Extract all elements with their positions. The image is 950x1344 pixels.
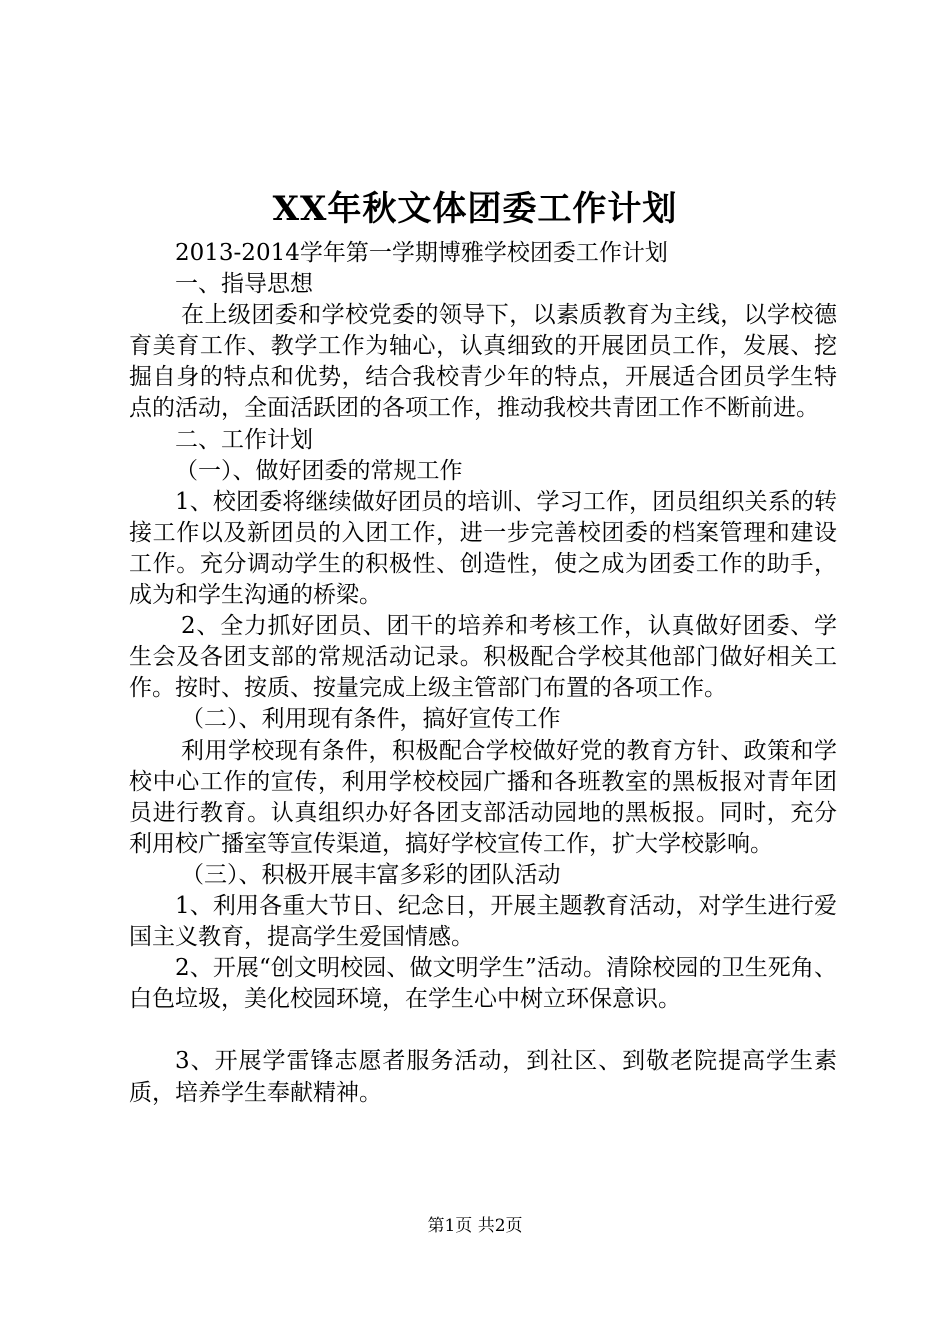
body-paragraph: 在上级团委和学校党委的领导下，以素质教育为主线，以学校德育美育工作、教学工作为轴心，认真细致的开展团员工作，发展、挖掘自身的特点和优势，结合我校青少年的特点，开展适合团员学生特点的活动，全面活跃团的各项工作，推动我校共青团工作不断前进。: [129, 302, 837, 422]
subtitle-paragraph: 2013-2014学年第一学期博雅学校团委工作计划: [175, 240, 668, 266]
body-paragraph: 利用学校现有条件，积极配合学校做好党的教育方针、政策和学校中心工作的宣传，利用学校校园广播和各班教室的黑板报对青年团员进行教育。认真组织办好各团支部活动园地的黑板报。同时，充分利用校广播室等宣传渠道，搞好学校宣传工作，扩大学校影响。: [129, 737, 837, 857]
body-paragraph: 2、开展“创文明校园、做文明学生”活动。清除校园的卫生死角、白色垃圾，美化校园环境，在学生心中树立环保意识。: [129, 955, 837, 1013]
section-heading: 一、指导思想: [175, 271, 313, 298]
section-heading: 二、工作计划: [175, 426, 313, 453]
blank-line: [129, 1015, 837, 1046]
body-paragraph: 3、开展学雷锋志愿者服务活动，到社区、到敬老院提高学生素质，培养学生奉献精神。: [129, 1048, 837, 1106]
subsection-heading: （一）、做好团委的常规工作: [175, 457, 463, 484]
body-paragraph: 1、利用各重大节日、纪念日，开展主题教育活动，对学生进行爱国主义教育，提高学生爱国情感。: [129, 892, 837, 951]
subsection-heading: （三）、积极开展丰富多彩的团队活动: [181, 861, 561, 888]
document-title: XX年秋文体团委工作计划: [272, 189, 678, 229]
document-body: [129, 238, 837, 1109]
subsection-heading: （二）、利用现有条件，搞好宣传工作: [181, 706, 561, 733]
body-paragraph: 1、校团委将继续做好团员的培训、学习工作，团员组织关系的转接工作以及新团员的入团工作，进一步完善校团委的档案管理和建设工作。充分调动学生的积极性、创造性，使之成为团委工作的助手，成为和学生沟通的桥梁。: [129, 488, 837, 609]
body-paragraph: 2、全力抓好团员、团干的培养和考核工作，认真做好团委、学生会及各团支部的常规活动记录。积极配合学校其他部门做好相关工作。按时、按质、按量完成上级主管部门布置的各项工作。: [129, 613, 837, 702]
page-footer: 第1页 共2页: [427, 1216, 523, 1236]
